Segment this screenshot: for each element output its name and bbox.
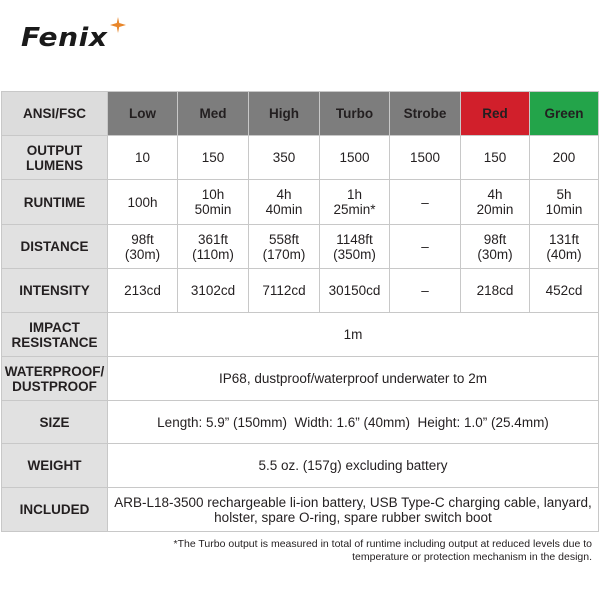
cell-line-2: 50min: [194, 202, 232, 217]
header-mode-red: Red: [461, 92, 530, 136]
cell-runtime-high: [249, 180, 320, 225]
cell-waterproof: IP68, dustproof/waterproof underwater to 2m: [108, 357, 599, 401]
cell-output-strobe: 1500: [390, 136, 461, 180]
cell-distance-med: [178, 225, 249, 269]
row-runtime: [2, 180, 599, 225]
cell-distance-high: [249, 225, 320, 269]
row-label-line-1: OUTPUT: [26, 142, 83, 158]
cell-line-1: 100h: [127, 194, 158, 210]
cell-output-med: 150: [178, 136, 249, 180]
cell-distance-turbo: [320, 225, 390, 269]
cell-line-1: 1148ft: [336, 231, 373, 247]
cell-intensity-med: 3102cd: [178, 269, 249, 313]
row-header-output-lumens: [2, 136, 108, 180]
footnote-line-1: *The Turbo output is measured in total of runtime including output at reduced levels due to: [173, 538, 592, 550]
cell-line-2: holster, spare O-ring, spare rubber switch boot: [214, 509, 492, 525]
cell-line-1: 1h: [346, 187, 363, 202]
cell-line-1: 361ft: [197, 231, 229, 247]
row-label-line-2: DUSTPROOF: [12, 378, 97, 394]
row-impact-resistance: [2, 313, 599, 357]
cell-distance-low: [108, 225, 178, 269]
cell-intensity-red: 218cd: [461, 269, 530, 313]
cell-distance-strobe: [390, 225, 461, 269]
header-mode-high: High: [249, 92, 320, 136]
cell-impact-resistance: 1m: [108, 313, 599, 357]
header-mode-med: Med: [178, 92, 249, 136]
cell-output-low: 10: [108, 136, 178, 180]
brand-name: Fenix: [21, 23, 108, 53]
cell-runtime-med: [178, 180, 249, 225]
cell-line-1: 10h: [201, 187, 225, 202]
cell-intensity-green: 452cd: [530, 269, 599, 313]
cell-runtime-red: [461, 180, 530, 225]
row-label-line-1: WATERPROOF/: [4, 363, 105, 379]
header-row: [2, 92, 599, 136]
row-header-distance: DISTANCE: [2, 225, 108, 269]
cell-output-green: 200: [530, 136, 599, 180]
cell-distance-red: [461, 225, 530, 269]
turbo-footnote: [132, 538, 592, 564]
cell-line-1: 98ft: [131, 231, 154, 247]
cell-line-1: 5h: [556, 187, 572, 202]
cell-line-1: 98ft: [483, 231, 507, 247]
cell-line-1: 131ft: [548, 231, 580, 247]
row-header-weight: WEIGHT: [2, 444, 108, 488]
cell-line-2: (110m): [192, 246, 234, 262]
cell-line-1: –: [421, 194, 429, 210]
row-size: [2, 401, 599, 444]
header-mode-turbo: Turbo: [320, 92, 390, 136]
cell-line-2: (30m): [477, 246, 513, 262]
row-distance: [2, 225, 599, 269]
cell-line-2: (170m): [262, 246, 306, 262]
row-header-intensity: INTENSITY: [2, 269, 108, 313]
row-header-size: SIZE: [2, 401, 108, 444]
row-label-line-2: LUMENS: [26, 157, 83, 173]
cell-runtime-strobe: [390, 180, 461, 225]
header-mode-strobe: Strobe: [390, 92, 461, 136]
cell-line-2: 25min*: [333, 202, 376, 217]
cell-distance-green: [530, 225, 599, 269]
cell-line-2: (30m): [124, 246, 161, 262]
cell-line-2: (40m): [546, 246, 582, 262]
cell-line-2: 20min: [476, 202, 514, 217]
cell-line-1: ARB-L18-3500 rechargeable li-ion battery, USB Type-C charging cable, lanyard,: [114, 494, 592, 510]
cell-runtime-turbo: [320, 180, 390, 225]
cell-output-red: 150: [461, 136, 530, 180]
cell-line-2: 10min: [545, 202, 583, 217]
row-weight: [2, 444, 599, 488]
cell-line-2: 40min: [265, 202, 303, 217]
cell-line-1: –: [421, 239, 429, 254]
spec-table: [1, 91, 599, 532]
cell-line-2: (350m): [333, 246, 376, 262]
cell-intensity-turbo: 30150cd: [320, 269, 390, 313]
header-mode-green: Green: [530, 92, 599, 136]
star-icon: [110, 17, 126, 33]
cell-line-1: 558ft: [268, 231, 300, 247]
row-label-line-1: IMPACT: [29, 319, 80, 335]
row-header-impact-resistance: [2, 313, 108, 357]
cell-output-turbo: 1500: [320, 136, 390, 180]
cell-size: Length: 5.9” (150mm) Width: 1.6” (40mm) Height: 1.0” (25.4mm): [108, 401, 599, 444]
cell-line-1: 4h: [276, 187, 292, 202]
row-output-lumens: [2, 136, 599, 180]
cell-intensity-low: 213cd: [108, 269, 178, 313]
row-header-included: INCLUDED: [2, 488, 108, 532]
header-mode-low: Low: [108, 92, 178, 136]
row-waterproof: [2, 357, 599, 401]
cell-intensity-high: 7112cd: [249, 269, 320, 313]
fenix-logo: [21, 17, 131, 51]
cell-included: [108, 488, 599, 532]
row-intensity: [2, 269, 599, 313]
cell-output-high: 350: [249, 136, 320, 180]
footnote-line-2: temperature or protection mechanism in the design.: [352, 551, 592, 563]
row-header-waterproof: [2, 357, 108, 401]
header-ansi-fsc: ANSI/FSC: [2, 92, 108, 136]
cell-runtime-green: [530, 180, 599, 225]
row-included: [2, 488, 599, 532]
cell-weight: 5.5 oz. (157g) excluding battery: [108, 444, 599, 488]
cell-runtime-low: [108, 180, 178, 225]
cell-intensity-strobe: –: [390, 269, 461, 313]
row-header-runtime: RUNTIME: [2, 180, 108, 225]
cell-line-1: 4h: [487, 187, 503, 202]
row-label-line-2: RESISTANCE: [11, 334, 98, 350]
